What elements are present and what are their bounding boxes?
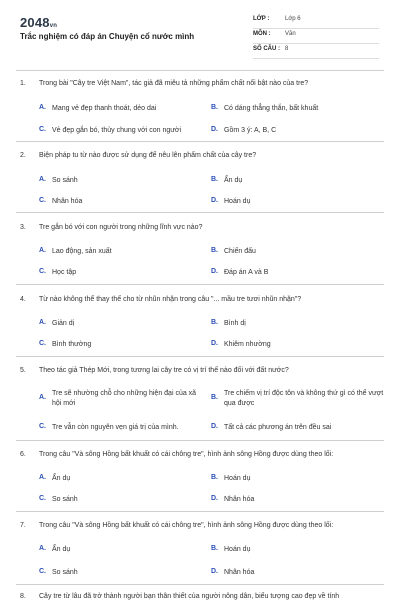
question-number: 1. <box>20 80 26 87</box>
option-letter: D. <box>211 126 218 133</box>
option-text: Đáp án A và B <box>224 269 269 276</box>
option-text: Bình dị <box>224 320 246 327</box>
question-divider <box>16 141 384 142</box>
option-letter: D. <box>211 340 218 347</box>
option-letter: A. <box>39 176 46 183</box>
option-letter: C. <box>39 423 46 430</box>
option-text: Lao động, sản xuất <box>52 248 112 255</box>
question-text: Từ nào không thể thay thế cho từ nhũn nhặn trong câu "... mầu tre tươi nhũn nhặn"? <box>39 296 302 303</box>
meta-label: LỚP : <box>253 16 270 22</box>
question-divider <box>16 356 384 357</box>
option-letter: A. <box>39 247 46 254</box>
site-logo[interactable] <box>20 15 57 30</box>
option-letter: B. <box>211 545 218 552</box>
option-text: Tất cả các phương án trên đều sai <box>224 424 332 431</box>
option-letter: C. <box>39 495 46 502</box>
question-divider <box>16 440 384 441</box>
question-number: 7. <box>20 522 26 529</box>
option-text: Giản dị <box>52 320 75 327</box>
option-text: Khiêm nhường <box>224 341 271 348</box>
option-text: Chiến đấu <box>224 248 256 255</box>
option-letter: D. <box>211 423 218 430</box>
meta-label: SỐ CÂU : <box>253 46 280 52</box>
question-number: 6. <box>20 451 26 458</box>
question-divider <box>16 284 384 285</box>
option-text: Gồm 3 ý: A, B, C <box>224 127 277 134</box>
option-text: Mang vẻ đẹp thanh thoát, dẻo dai <box>52 105 157 112</box>
option-text: Nhân hóa <box>224 569 255 576</box>
logo-suffix: vn <box>49 23 58 29</box>
question-text: Trong câu "Và sông Hồng bất khuất có cái chông tre", hình ảnh sông Hồng được dùng theo lối: <box>39 522 334 529</box>
option-letter: C. <box>39 568 46 575</box>
question-divider <box>16 511 384 512</box>
option-text: Hoán dụ <box>224 475 251 482</box>
option-text: So sánh <box>52 177 78 184</box>
option-text: Nhân hóa <box>224 496 255 503</box>
option-letter: B. <box>211 394 218 401</box>
option-letter: B. <box>211 319 218 326</box>
option-text: Ẩn dụ <box>52 546 71 553</box>
meta-value: Lớp 6 <box>285 16 301 22</box>
option-text: Ẩn dụ <box>52 475 71 482</box>
question-text: Trong câu "Và sông Hồng bất khuất có cái chông tre", hình ảnh sông Hồng được dùng theo lối: <box>39 451 334 458</box>
option-text: Tre sẽ nhường chỗ cho những hiện đại của xã hội mới <box>52 390 197 407</box>
option-text: Ẩn dụ <box>224 177 243 184</box>
meta-value: Văn <box>285 31 296 37</box>
option-text: Hoán dụ <box>224 198 251 205</box>
option-letter: A. <box>39 394 46 401</box>
option-text: Bình thường <box>52 341 92 348</box>
question-number: 4. <box>20 296 26 303</box>
question-number: 3. <box>20 224 26 231</box>
question-text: Tre gắn bó với con người trong những lĩnh vực nào? <box>39 224 203 231</box>
logo-text: 2048 <box>20 15 50 30</box>
option-letter: D. <box>211 268 218 275</box>
option-letter: D. <box>211 197 218 204</box>
question-number: 8. <box>20 593 26 600</box>
meta-value: 8 <box>285 46 289 52</box>
question-text: Biện pháp tu từ nào được sử dụng để nêu lên phẩm chất của cây tre? <box>39 152 257 159</box>
option-text: Tre chiếm vị trí độc tôn và không thứ gì có thể vượt qua được <box>224 390 384 407</box>
question-number: 2. <box>20 152 26 159</box>
question-divider <box>16 584 384 585</box>
question-text: Cây tre từ lâu đã trở thành người bạn thân thiết của người nông dân, biểu tượng cao đẹp về tính <box>39 593 340 600</box>
option-text: Nhân hóa <box>52 198 83 205</box>
option-text: Có dáng thẳng thắn, bất khuất <box>224 105 319 112</box>
option-text: Hoán dụ <box>224 546 251 553</box>
question-text: Trong bài "Cây tre Việt Nam", tác giả đã miêu tả những phẩm chất nổi bật nào của tre? <box>39 80 309 87</box>
option-text: Học tập <box>52 269 77 276</box>
header-divider <box>16 70 384 71</box>
option-text: So sánh <box>52 496 78 503</box>
option-text: Vẻ đẹp gắn bó, thủy chung với con người <box>52 127 182 134</box>
question-number: 5. <box>20 367 26 374</box>
meta-row-class <box>253 13 379 29</box>
option-letter: C. <box>39 197 46 204</box>
option-letter: A. <box>39 474 46 481</box>
option-letter: A. <box>39 545 46 552</box>
option-letter: C. <box>39 340 46 347</box>
meta-row-subject <box>253 28 379 44</box>
option-text: Tre vẫn còn nguyên vẹn giá trị của mình. <box>52 424 179 431</box>
question-text: Theo tác giả Thép Mới, trong tương lai cây tre có vị trí thế nào đối với đất nước? <box>39 367 289 374</box>
option-letter: C. <box>39 126 46 133</box>
option-letter: B. <box>211 247 218 254</box>
page-header <box>0 0 400 66</box>
document-title: Trắc nghiệm có đáp án Chuyện cổ nước mình <box>20 32 195 41</box>
option-letter: B. <box>211 104 218 111</box>
option-letter: A. <box>39 319 46 326</box>
meta-label: MÔN : <box>253 31 271 37</box>
option-letter: B. <box>211 474 218 481</box>
option-letter: A. <box>39 104 46 111</box>
option-letter: C. <box>39 268 46 275</box>
question-divider <box>16 212 384 213</box>
option-letter: B. <box>211 176 218 183</box>
option-text: So sánh <box>52 569 78 576</box>
option-letter: D. <box>211 495 218 502</box>
meta-row-count <box>253 43 379 59</box>
option-letter: D. <box>211 568 218 575</box>
